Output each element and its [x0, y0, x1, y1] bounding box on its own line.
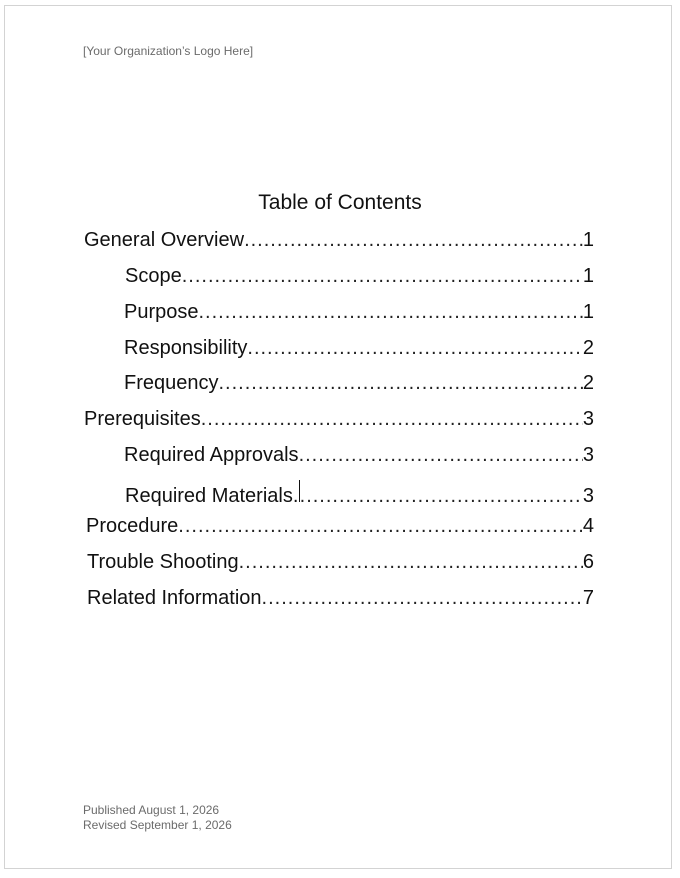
- toc-page-number: 6: [582, 551, 594, 573]
- toc-leader: [299, 444, 583, 467]
- toc-page-number: 1: [582, 301, 594, 323]
- toc-page-number: 7: [582, 587, 594, 609]
- document-page[interactable]: [4, 5, 672, 869]
- toc-page-number: 3: [582, 408, 594, 430]
- toc-entry-frequency[interactable]: [124, 372, 594, 400]
- toc-page-number: 2: [582, 337, 594, 359]
- toc-entry-responsibility[interactable]: [124, 337, 594, 365]
- toc-entry-label: Required Materials.: [125, 485, 299, 507]
- toc-page-number: 1: [582, 229, 594, 251]
- toc-page-number: 2: [582, 372, 594, 394]
- toc-entry-label: Procedure: [86, 515, 179, 537]
- toc-entry-label: Trouble Shooting: [87, 551, 239, 573]
- toc-leader: [244, 229, 583, 252]
- toc-leader: [239, 551, 583, 574]
- toc-entry-procedure[interactable]: [86, 515, 594, 543]
- toc-entry-label: Scope: [125, 265, 182, 287]
- toc-entry-related-information[interactable]: [87, 587, 594, 615]
- toc-leader: [247, 337, 582, 360]
- toc-page-number: 4: [582, 515, 594, 537]
- toc-leader: [182, 265, 583, 288]
- toc-leader: [201, 408, 583, 431]
- toc-entry-trouble-shooting[interactable]: [87, 551, 594, 579]
- toc-leader: [178, 515, 583, 538]
- revised-date: Revised September 1, 2026: [83, 818, 232, 832]
- toc-entry-general-overview[interactable]: [84, 229, 594, 257]
- toc-entry-label: Purpose: [124, 301, 199, 323]
- toc-leader: [262, 587, 583, 610]
- logo-placeholder: [Your Organization’s Logo Here]: [83, 44, 254, 58]
- toc-entry-label: Required Approvals: [124, 444, 299, 466]
- toc-leader: [199, 301, 583, 324]
- toc-entry-label: General Overview: [84, 229, 245, 251]
- published-date: Published August 1, 2026: [83, 803, 220, 817]
- toc-entry-prerequisites[interactable]: [84, 408, 594, 436]
- toc-entry-required-approvals[interactable]: [124, 444, 594, 472]
- toc-entry-scope[interactable]: [125, 265, 594, 293]
- document-footer: [83, 803, 232, 833]
- toc-entry-label: Prerequisites: [84, 408, 201, 430]
- toc-page-number: 3: [582, 444, 594, 466]
- toc-page-number: 3: [582, 485, 594, 507]
- toc-leader: [219, 372, 583, 395]
- toc-entry-label: Related Information: [87, 587, 262, 609]
- toc-entry-label: Responsibility: [124, 337, 248, 359]
- toc-leader: [300, 485, 583, 508]
- toc-entry-purpose[interactable]: [124, 301, 594, 329]
- toc-page-number: 1: [582, 265, 594, 287]
- toc-entry-required-materials[interactable]: [125, 480, 594, 508]
- toc-title: Table of Contents: [258, 191, 422, 214]
- toc-entry-label: Frequency: [124, 372, 219, 394]
